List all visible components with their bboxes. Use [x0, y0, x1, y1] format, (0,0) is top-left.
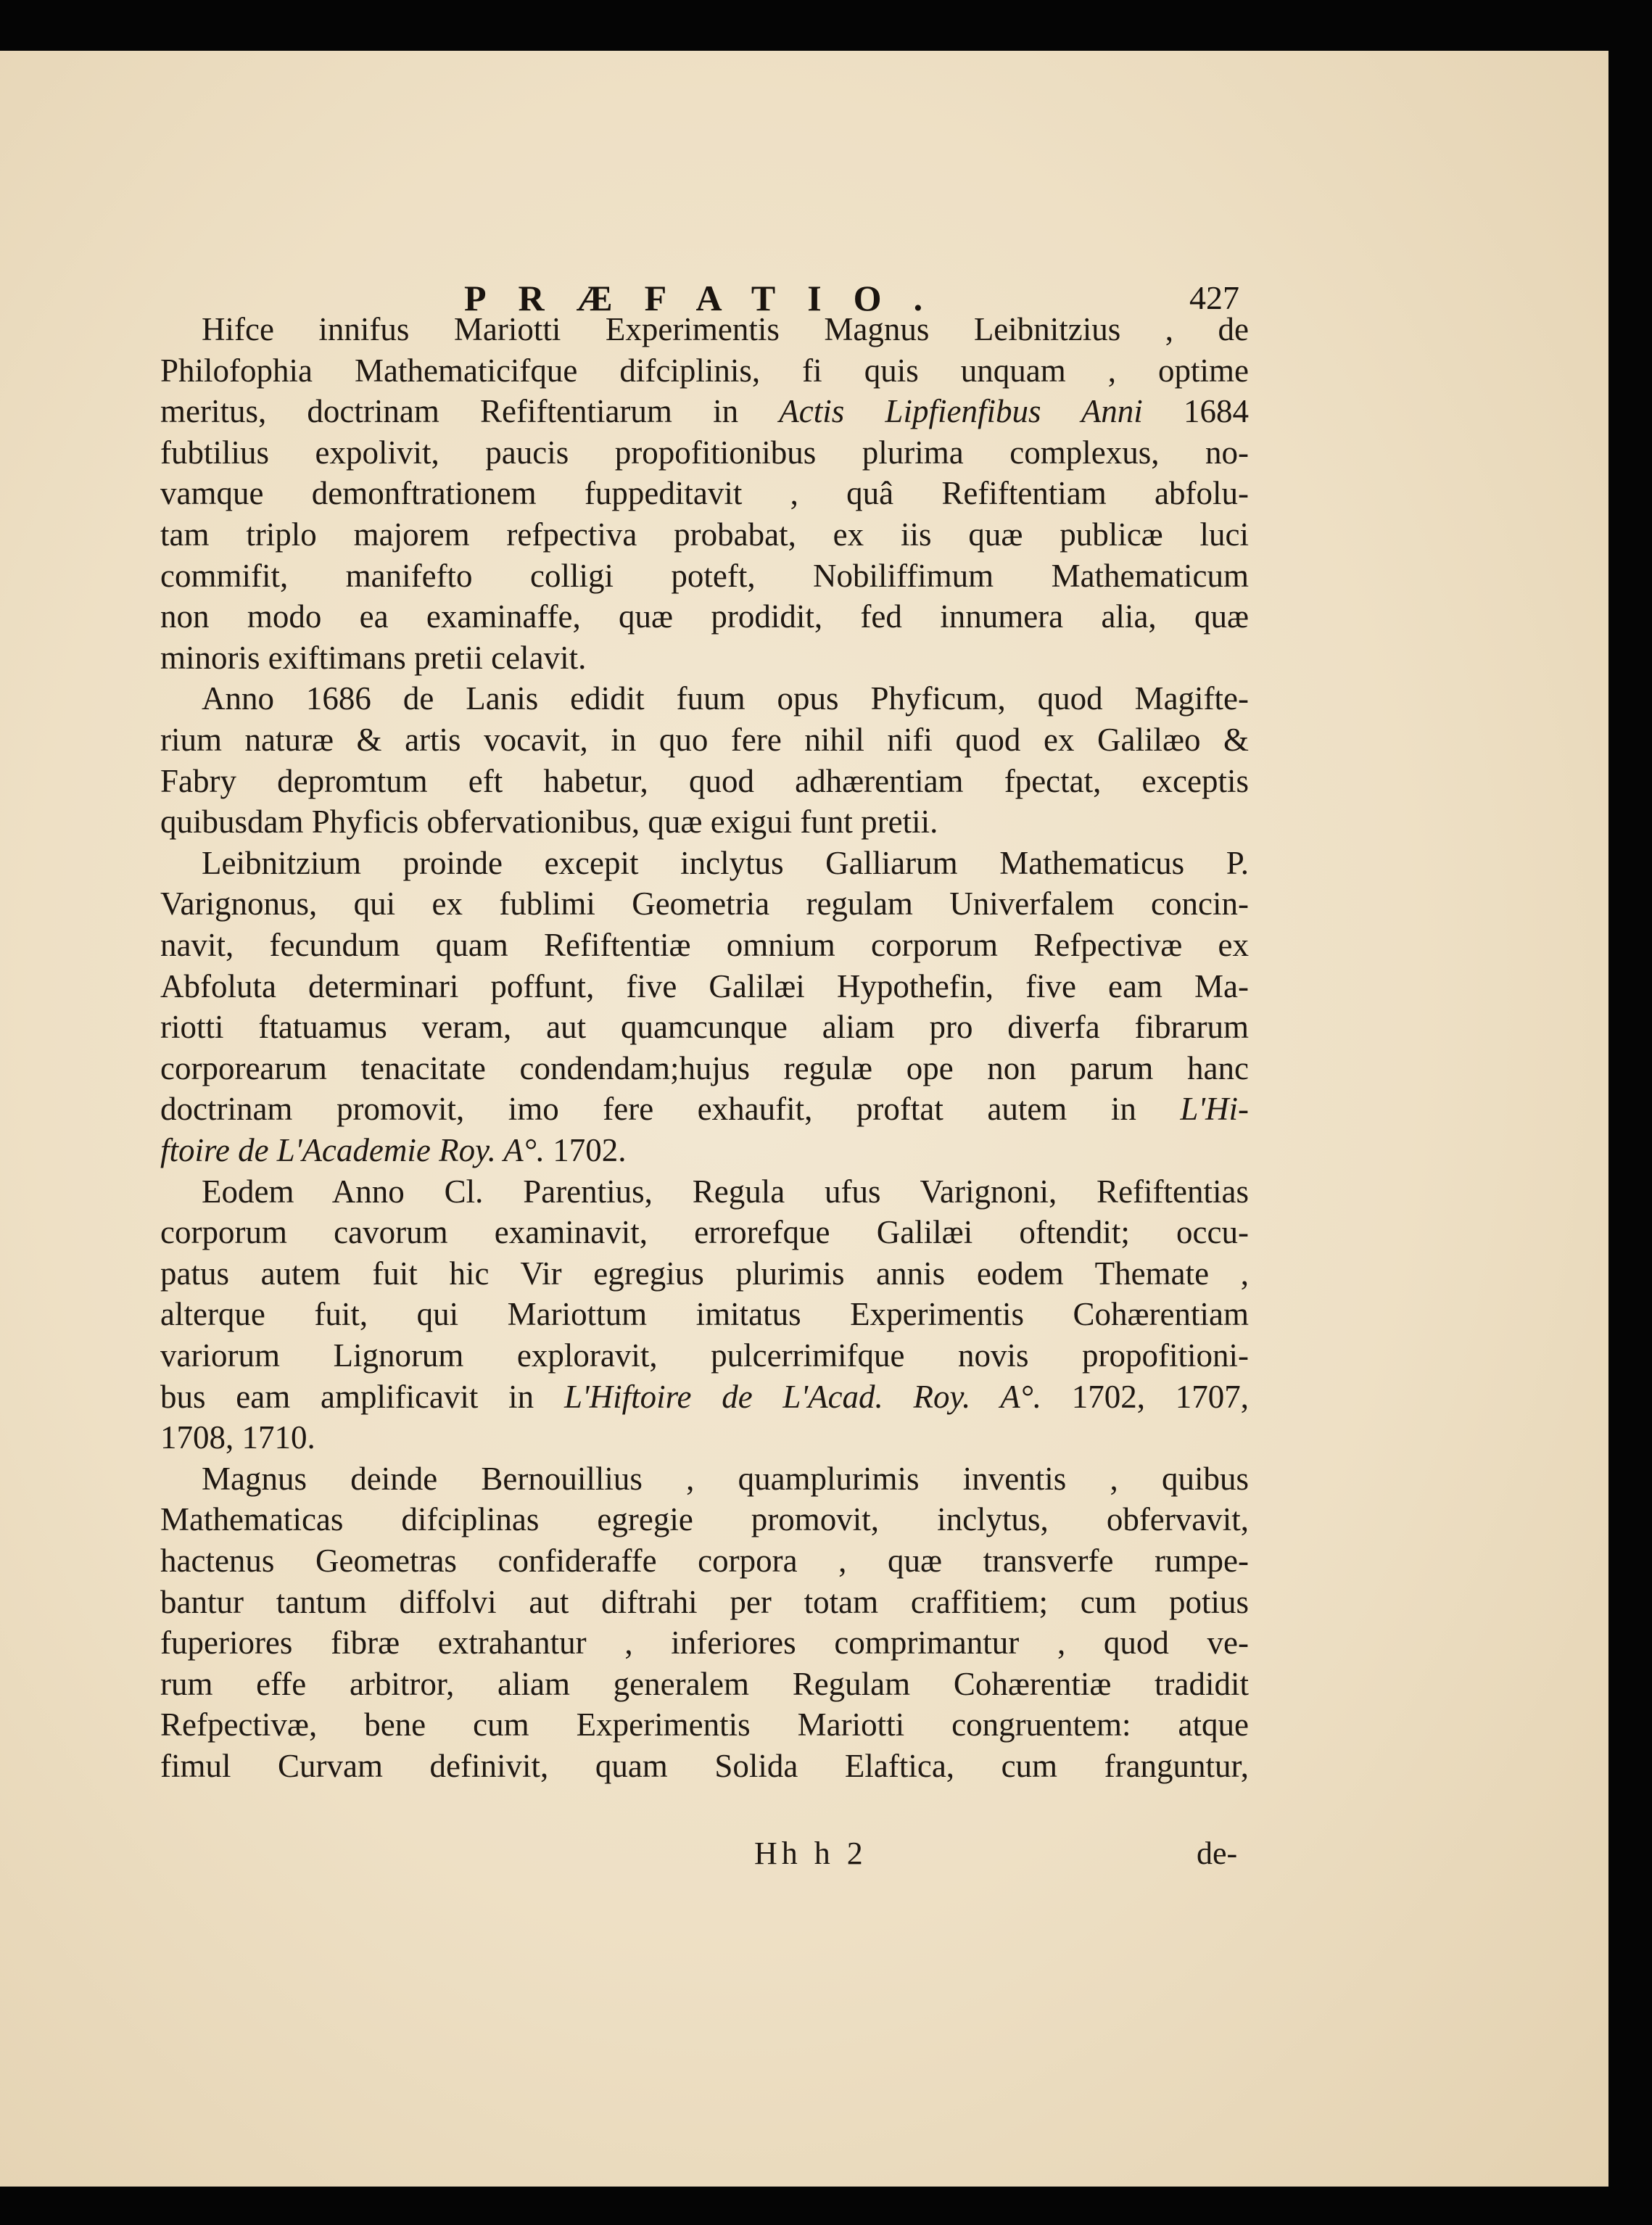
text-line — [160, 1582, 1249, 1622]
text-line — [160, 1622, 1249, 1663]
page-number: 427 — [1189, 279, 1239, 316]
text-line — [160, 1253, 1249, 1294]
book-page — [0, 51, 1608, 2187]
text-segment: variorum Lignorum exploravit, pulcerrimifque novis propofitioni- — [160, 1337, 1249, 1374]
text-segment: Eodem Anno Cl. Parentius, Regula ufus Varignoni, Refiftentias — [202, 1173, 1249, 1210]
text-line — [160, 1007, 1249, 1047]
text-segment: 1702. — [545, 1132, 627, 1168]
text-segment: Mathematicas difciplinas egregie promovit, inclytus, obfervavit, — [160, 1501, 1249, 1538]
text-segment: 1702, 1707, — [1041, 1378, 1249, 1415]
italic-segment: L'Hiftoire de L'Acad. Roy. A°. — [563, 1378, 1041, 1415]
text-segment: rum effe arbitror, aliam generalem Regulam Cohærentiæ tradidit — [160, 1665, 1249, 1702]
text-segment: hactenus Geometras confideraffe corpora , quæ transverfe rumpe- — [160, 1543, 1249, 1579]
text-segment: non modo ea examinaffe, quæ prodidit, fed innumera alia, quæ — [160, 598, 1249, 635]
italic-segment: ftoire de L'Academie Roy. A°. — [160, 1132, 545, 1168]
text-segment: Philofophia Mathematicifque difciplinis, fi quis unquam , optime — [160, 352, 1249, 389]
text-line — [160, 350, 1249, 391]
text-segment: corporum cavorum examinavit, errorefque Galilæi oftendit; occu- — [160, 1214, 1249, 1251]
text-segment: 1684 — [1142, 393, 1250, 430]
text-segment: bantur tantum diffolvi aut diftrahi per totam craffitiem; cum potius — [160, 1583, 1249, 1620]
text-line — [202, 678, 1249, 719]
text-line — [160, 1664, 1249, 1704]
text-segment: Abfoluta determinari poffunt, five Galilæi Hypothefin, five eam Ma- — [160, 967, 1249, 1004]
text-line — [160, 1335, 1249, 1376]
text-segment: Fabry depromtum eft habetur, quod adhærentiam fpectat, exceptis — [160, 762, 1249, 799]
text-line — [202, 1171, 1249, 1212]
text-segment: Varignonus, qui ex fublimi Geometria regulam Univerfalem concin- — [160, 886, 1249, 922]
catchword: de- — [1197, 1836, 1238, 1871]
text-line — [160, 1417, 1249, 1458]
text-segment: commifit, manifefto colligi poteft, Nobiliffimum Mathematicum — [160, 557, 1249, 594]
text-line — [160, 473, 1249, 513]
text-line — [160, 1089, 1249, 1129]
text-segment: Hifce innifus Mariotti Experimentis Magnus Leibnitzius , de — [202, 311, 1249, 347]
text-line — [160, 966, 1249, 1007]
text-line — [160, 1540, 1249, 1581]
text-segment: navit, fecundum quam Refiftentiæ omnium corporum Refpectivæ ex — [160, 927, 1249, 963]
text-line — [160, 556, 1249, 596]
text-segment: Magnus deinde Bernouillius , quamplurimis inventis , quibus — [202, 1460, 1249, 1497]
text-segment: Refpectivæ, bene cum Experimentis Mariotti congruentem: atque — [160, 1706, 1249, 1743]
text-line — [160, 432, 1249, 473]
text-segment: fuperiores fibræ extrahantur , inferiores comprimantur , quod ve- — [160, 1625, 1249, 1661]
italic-segment: Actis Lipfienfibus Anni — [779, 393, 1143, 430]
text-line — [160, 1499, 1249, 1540]
text-segment: corporearum tenacitate condendam;hujus regulæ ope non parum hanc — [160, 1049, 1249, 1086]
text-segment: fimul Curvam definivit, quam Solida Elaftica, cum franguntur, — [160, 1748, 1249, 1784]
text-line — [160, 391, 1249, 432]
text-line — [160, 514, 1249, 555]
text-line — [160, 925, 1249, 965]
text-line — [160, 1376, 1249, 1417]
text-line — [160, 801, 1249, 842]
text-segment: fubtilius expolivit, paucis propofitionibus plurima complexus, no- — [160, 434, 1249, 471]
text-segment: alterque fuit, qui Mariottum imitatus Experimentis Cohærentiam — [160, 1296, 1249, 1333]
text-line — [160, 637, 1249, 678]
text-line — [160, 761, 1249, 801]
text-line — [160, 1294, 1249, 1334]
text-line — [160, 1130, 1249, 1171]
running-head: PRÆFATIO. — [464, 278, 955, 318]
text-segment: patus autem fuit hic Vir egregius plurimis annis eodem Themate , — [160, 1255, 1249, 1292]
signature-mark: Hh h 2 — [754, 1836, 867, 1871]
text-line — [202, 309, 1249, 350]
text-line — [202, 1458, 1249, 1499]
text-line — [160, 883, 1249, 924]
text-line — [202, 843, 1249, 883]
text-segment: Anno 1686 de Lanis edidit fuum opus Phyficum, quod Magifte- — [202, 680, 1249, 717]
text-segment: bus eam amplificavit in — [160, 1378, 564, 1415]
italic-segment: L'Hi- — [1180, 1091, 1249, 1128]
text-segment: quibusdam Phyficis obfervationibus, quæ exigui funt pretii. — [160, 804, 938, 841]
text-line — [160, 1746, 1249, 1786]
text-line — [160, 1212, 1249, 1252]
text-segment: tam triplo majorem refpectiva probabat, ex iis quæ publicæ luci — [160, 516, 1249, 553]
text-segment: riotti ftatuamus veram, aut quamcunque aliam pro diverfa fibrarum — [160, 1009, 1249, 1046]
text-segment: meritus, doctrinam Refiftentiarum in — [160, 393, 780, 430]
text-segment: Leibnitzium proinde excepit inclytus Galliarum Mathematicus P. — [202, 844, 1249, 881]
text-segment: vamque demonftrationem fuppeditavit , quâ Refiftentiam abfolu- — [160, 475, 1249, 512]
text-segment: 1708, 1710. — [160, 1419, 315, 1456]
text-line — [160, 1048, 1249, 1089]
text-segment: minoris exiftimans pretii celavit. — [160, 639, 587, 676]
text-segment: rium naturæ & artis vocavit, in quo fere nihil nifi quod ex Galilæo & — [160, 722, 1249, 758]
text-line — [160, 596, 1249, 637]
text-line — [160, 719, 1249, 760]
text-segment: doctrinam promovit, imo fere exhaufit, proftat autem in — [160, 1091, 1181, 1128]
text-line — [160, 1704, 1249, 1745]
